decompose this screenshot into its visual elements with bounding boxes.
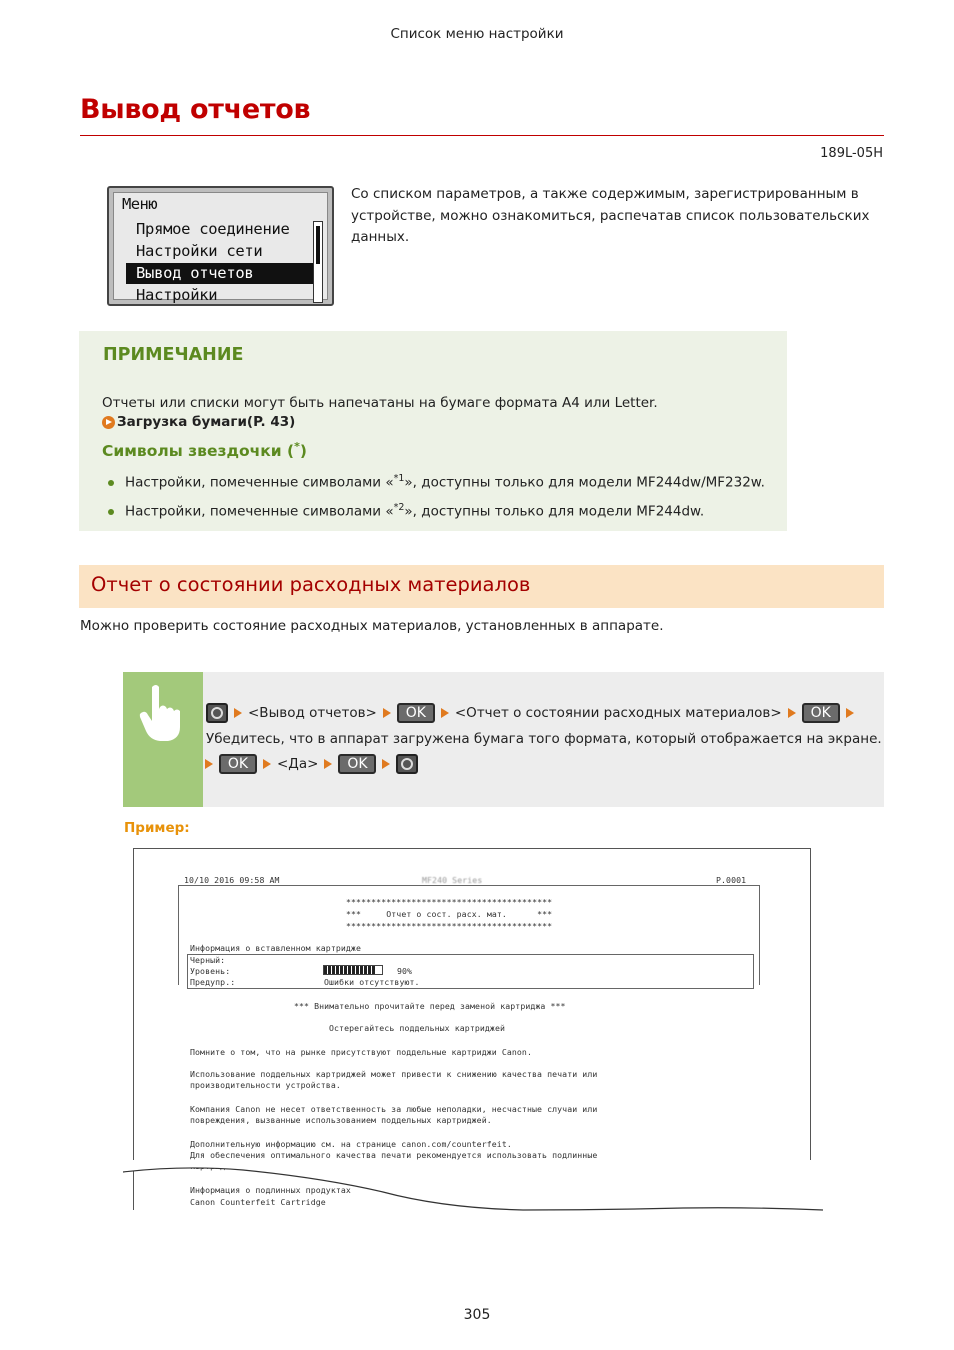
toner-level-bar bbox=[324, 966, 382, 974]
lcd-menu-screen bbox=[107, 186, 334, 306]
report-stars-bottom: ***************************************** bbox=[346, 921, 553, 931]
report-sample bbox=[133, 848, 811, 1210]
ok-button-icon: OK bbox=[338, 754, 376, 774]
note-subtitle: Символы звездочки (*) bbox=[102, 440, 307, 461]
report-warn-value: Ошибки отсутствуют. bbox=[324, 977, 420, 987]
lcd-item-network-settings: Настройки сети bbox=[136, 242, 263, 260]
report-beware: Остерегайтесь поддельных картриджей bbox=[329, 1023, 506, 1033]
ok-button-icon: OK bbox=[219, 754, 257, 774]
list-item: Настройки, помеченные символами «$^{*1}$», доступны только для модели MF244dw/MF232w. bbox=[108, 473, 765, 491]
step-arrow-icon bbox=[383, 708, 391, 718]
link-arrow-icon bbox=[102, 416, 115, 429]
report-p4a: Дополнительную информацию см. на странице canon.com/counterfeit. bbox=[190, 1139, 512, 1149]
lcd-scrollbar bbox=[313, 221, 323, 303]
document-code: 189L-05H bbox=[820, 146, 883, 161]
operation-line-3: OK <Да> OK bbox=[199, 754, 418, 774]
report-cartridge-box bbox=[187, 954, 754, 989]
home-button-icon bbox=[206, 703, 228, 723]
page-number: 305 bbox=[463, 1307, 491, 1323]
page-title: Вывод отчетов bbox=[80, 94, 311, 125]
lcd-item-output-report: Вывод отчетов bbox=[126, 263, 319, 284]
bullet-icon bbox=[108, 509, 114, 515]
step-arrow-icon bbox=[234, 708, 242, 718]
report-stars-top: ***************************************** bbox=[346, 897, 553, 907]
section-title: Отчет о состоянии расходных материалов bbox=[91, 573, 531, 596]
lcd-item-settings: Настройки bbox=[136, 286, 218, 304]
paper-loading-link-text[interactable]: Загрузка бумаги(P. 43) bbox=[117, 414, 296, 430]
report-model: MF240 Series bbox=[422, 875, 483, 885]
step-arrow-icon bbox=[788, 708, 796, 718]
lcd-item-direct-connection: Прямое соединение bbox=[136, 220, 290, 238]
running-header: Список меню настройки bbox=[390, 26, 564, 42]
lcd-title: Меню bbox=[122, 195, 157, 213]
report-p5: Информация о подлинных продуктах bbox=[190, 1185, 351, 1195]
title-divider bbox=[80, 135, 884, 136]
operation-line-1: <Вывод отчетов> OK <Отчет о состоянии расходных материалов> OK bbox=[206, 703, 860, 723]
intro-paragraph: Со списком параметров, а также содержимым, зарегистрированным в устройстве, можно ознакомиться, распечатав список пользовательских данных. bbox=[351, 186, 870, 245]
report-p2a: Использование поддельных картриджей может привести к снижению качества печати или bbox=[190, 1069, 598, 1079]
step-arrow-icon bbox=[205, 759, 213, 769]
step-arrow-icon bbox=[846, 708, 854, 718]
report-attention: *** Внимательно прочитайте перед заменой картриджа *** bbox=[294, 1001, 566, 1011]
step-arrow-icon bbox=[441, 708, 449, 718]
report-p4b: Для обеспечения оптимального качества печати рекомендуется использовать подлинные bbox=[190, 1150, 598, 1160]
report-page: P.0001 bbox=[716, 875, 747, 885]
note-text: Отчеты или списки могут быть напечатаны на бумаге формата A4 или Letter. bbox=[102, 395, 658, 411]
report-cartridge-info: Информация о вставленном картридже bbox=[190, 943, 361, 953]
report-warn-label: Предупр.: bbox=[190, 977, 236, 987]
report-p3a: Компания Canon не несет ответственность за любые неполадки, несчастные случаи или bbox=[190, 1104, 598, 1114]
step-arrow-icon bbox=[382, 759, 390, 769]
report-datetime: 10/10 2016 09:58 AM bbox=[184, 875, 280, 885]
operation-line-2: Убедитесь, что в аппарат загружена бумага того формата, который отображается на экране. bbox=[206, 731, 882, 747]
report-heading: *** Отчет о сост. расх. мат. *** bbox=[346, 909, 553, 919]
report-p6: Canon Counterfeit Cartridge bbox=[190, 1197, 326, 1207]
hand-pointer-icon bbox=[138, 681, 184, 741]
note-title: ПРИМЕЧАНИЕ bbox=[103, 345, 244, 365]
report-p1: Помните о том, что на рынке присутствуют поддельные картриджи Canon. bbox=[190, 1047, 532, 1057]
ok-button-icon: OK bbox=[397, 703, 435, 723]
step-arrow-icon bbox=[324, 759, 332, 769]
paper-loading-link[interactable] bbox=[102, 414, 295, 430]
report-level-value: 90% bbox=[397, 966, 413, 976]
list-item: Настройки, помеченные символами «$^{*2}$», доступны только для модели MF244dw. bbox=[108, 502, 704, 520]
report-level-label: Уровень: bbox=[190, 966, 231, 976]
ok-button-icon: OK bbox=[802, 703, 840, 723]
report-p3b: повреждения, вызванные использованием поддельных картриджей. bbox=[190, 1115, 492, 1125]
step-arrow-icon bbox=[263, 759, 271, 769]
section-description: Можно проверить состояние расходных материалов, установленных в аппарате. bbox=[80, 618, 664, 634]
torn-edge bbox=[123, 1160, 823, 1220]
bullet-icon bbox=[108, 480, 114, 486]
report-black: Черный: bbox=[190, 955, 226, 965]
example-label: Пример: bbox=[124, 820, 190, 836]
home-button-icon bbox=[396, 754, 418, 774]
report-p2b: производительности устройства. bbox=[190, 1080, 341, 1090]
